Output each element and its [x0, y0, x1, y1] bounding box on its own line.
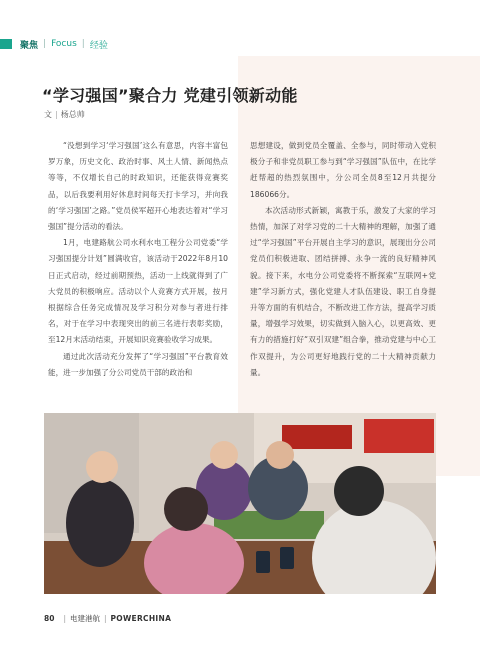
article-paragraph: 通过此次活动充分发挥了“学习强国”平台教育效能，进一步加强了分公司党员干部的政治和 [48, 351, 228, 377]
photo-person-head [86, 451, 118, 483]
focus-label: Focus [51, 39, 77, 49]
photo-red-banner [364, 419, 434, 453]
photo-red-banner [282, 425, 352, 449]
article-photo [44, 413, 436, 594]
footer-divider: | [63, 614, 66, 623]
author-name: 杨总帅 [60, 110, 85, 119]
byline [44, 109, 85, 120]
section-header [0, 33, 480, 55]
byline-divider: | [55, 110, 58, 119]
photo-person-head [210, 441, 238, 469]
article-paragraph: 思想建设，做到党员全覆盖、全参与，同时带动入党积极分子和非党员职工参与到“学习强国”队伍中，在比学赶帮超的热烈氛围中，分公司全员8至12月共提分186066分。 [250, 141, 436, 199]
footer-divider: | [103, 614, 107, 623]
photo-person-head [334, 466, 384, 516]
article-paragraph: 本次活动形式新颖，寓教于乐，激发了大家的学习热情，加深了对学习党的二十大精神的理解，加强了通过“学习强国”平台开展自主学习的意识，展现出分公司党员们积极进取、团结拼搏、永争一流的良好精神风貌。接下来，水电分公司党委将不断探索“互联网+党建”学习新方式，强化党建人才队伍建设、职工自身提升等方面的有机结合，不断改进工作方法，提高学习质量，增强学习效果，切实做到入脑入心，以更高效、更有力的措施打好“双引双建”组合拳，推动党建与中心工作双提升，为公司更好地践行党的二十大精神贡献力量。 [250, 205, 436, 377]
article-paragraph: “没想到学习‘学习强国’这么有意思，内容丰富包罗万象，历史文化、政治时事、风土人情、新闻热点等等，不仅增长自己的时政知识，还能获得竞赛奖品，以后我要利用好休息时间每天打卡学习，并向我的‘学习强国’之路。”党员侯军超开心地表达着对“学习强国”提分活动的看法。 [48, 141, 228, 232]
header-divider: | [43, 39, 47, 49]
photo-phone [256, 551, 270, 573]
article-title: “学习强国”聚合力 党建引领新动能 [42, 86, 298, 105]
brand-name: POWERCHINA [110, 614, 172, 623]
page-number: 80 [44, 614, 55, 623]
byline-label: 文 [44, 110, 52, 119]
photo-person [66, 479, 134, 567]
article-column-right [250, 138, 436, 381]
photo-person-head [266, 441, 294, 469]
photo-illustration [44, 413, 436, 594]
photo-person-head [164, 487, 208, 531]
photo-phone [280, 547, 294, 569]
magazine-name: 电建港航 [69, 614, 100, 623]
section-label: 聚焦 [20, 40, 39, 51]
article-column-left [48, 138, 228, 381]
header-divider: | [81, 39, 85, 49]
page-footer [44, 613, 171, 624]
section-tab-marker [0, 39, 12, 49]
article-paragraph: 1月，电建路航公司水利水电工程分公司党委“学习强国提分计划”圆满收官，该活动于2022年8月10日正式启动，经过前期预热，活动一上线就得到了广大党员的积极响应。活动以个人竞赛方式开展，按月根据综合任务完成情况及学习积分对参与者进行排名，对于在学习中表现突出的前三名进行表彰奖励，至12月末活动结束，开展知识竞赛验收学习成果。 [48, 238, 228, 345]
topic-label: 经验 [89, 40, 108, 51]
